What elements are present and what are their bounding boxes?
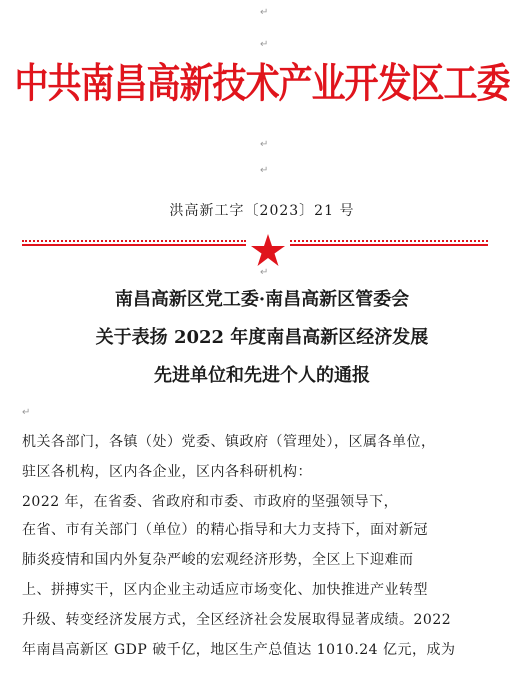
- paragraph-mark: ↵: [260, 267, 269, 278]
- paragraph-mark: ↵: [260, 139, 269, 150]
- notice-title-line: 先进单位和先进个人的通报: [154, 365, 370, 386]
- document-header-title: 中共南昌高新技术产业开发区工委: [14, 60, 510, 108]
- body-line: 升级、转变经济发展方式，全区经济社会发展取得显著成绩。2022: [22, 612, 452, 628]
- paragraph-mark: ↵: [260, 39, 269, 50]
- notice-title-line: 关于表扬 2022 年度南昌高新区经济发展: [95, 327, 429, 348]
- body-line: 年南昌高新区 GDP 破千亿，地区生产总值达 1010.24 亿元，成为: [22, 642, 456, 658]
- notice-title-line: 南昌高新区党工委·南昌高新区管委会: [114, 289, 410, 310]
- paragraph-mark: ↵: [260, 7, 269, 18]
- body-line: 肺炎疫情和国内外复杂严峻的宏观经济形势，全区上下迎难而: [22, 552, 414, 568]
- body-line: 2022 年，在省委、省政府和市委、市政府的坚强领导下，: [22, 494, 399, 510]
- paragraph-mark: ↵: [22, 407, 31, 418]
- divider-left: [22, 244, 246, 248]
- body-line: 机关各部门，各镇（处）党委、镇政府（管理处），区属各单位，: [22, 434, 436, 450]
- divider-right-dotted: [290, 240, 488, 242]
- body-line: 驻区各机构，区内各企业，区内各科研机构：: [22, 464, 312, 480]
- document-number: 洪高新工字〔2023〕21 号: [169, 203, 355, 219]
- body-line: 上、拼搏实干，区内企业主动适应市场变化、加快推进产业转型: [22, 582, 428, 598]
- body-line: 在省、市有关部门（单位）的精心指导和大力支持下，面对新冠: [22, 522, 428, 538]
- paragraph-mark: ↵: [260, 165, 269, 176]
- red-star-icon: [251, 234, 285, 266]
- divider-left-dotted: [22, 240, 246, 242]
- divider-right: [290, 244, 488, 248]
